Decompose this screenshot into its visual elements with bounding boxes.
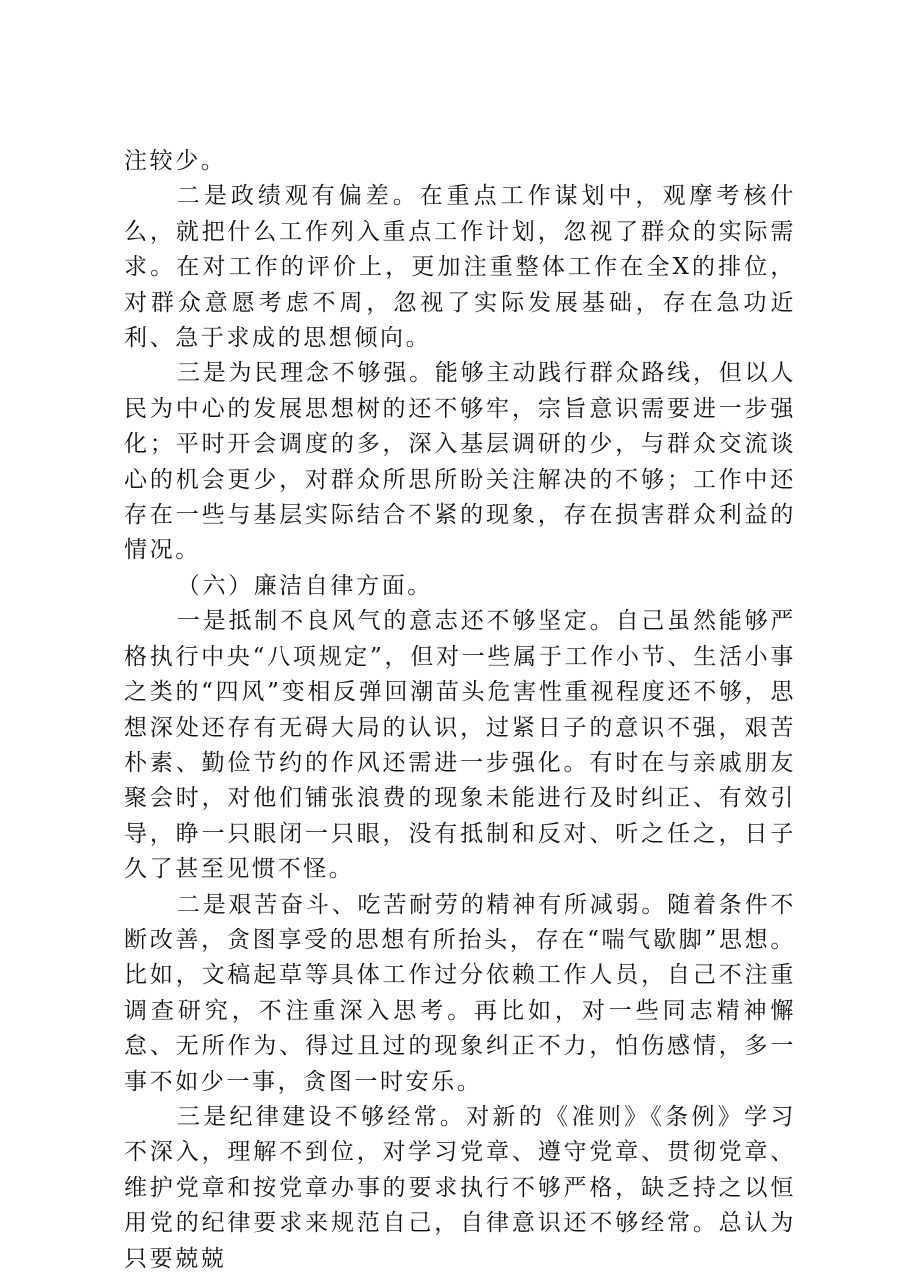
paragraph-discipline-building: 三是纪律建设不够经常。对新的《准则》《条例》学习不深入，理解不到位，对学习党章、遵守党章、贯彻党章、维护党章和按党章办事的要求执行不够严格，缺乏持之以恒用党的纪律要求来规范自己，自律意识还不够经常。总认为只要兢兢 [124, 1103, 796, 1272]
document-body [124, 144, 796, 1277]
paragraph-resist-bad-practices: 一是抵制不良风气的意志还不够坚定。自己虽然能够严格执行中央“八项规定”，但对一些属于工作小节、生活小事之类的“四风”变相反弹回潮苗头危害性重视程度还不够，思想深处还存有无碍大局的认识，过紧日子的意识不强，艰苦朴素、勤俭节约的作风还需进一步强化。有时在与亲戚朋友聚会时，对他们铺张浪费的现象未能进行及时纠正、有效引导，睁一只眼闭一只眼，没有抵制和反对、听之任之，日子久了甚至见惯不怪。 [124, 608, 796, 883]
section-heading-integrity: （六）廉洁自律方面。 [176, 572, 433, 599]
paragraph-continuation: 注较少。 [124, 148, 227, 174]
paragraph-hard-work-spirit: 二是艰苦奋斗、吃苦耐劳的精神有所减弱。随着条件不断改善，贪图享受的思想有所抬头，存在“喘气歇脚”思想。比如，文稿起草等具体工作过分依赖工作人员，自己不注重调查研究，不注重深入思考。再比如，对一些同志精神懈怠、无所作为、得过且过的现象纠正不力，怕伤感情，多一事不如少一事，贪图一时安乐。 [124, 891, 796, 1095]
paragraph-people-oriented: 三是为民理念不够强。能够主动践行群众路线，但以人民为中心的发展思想树的还不够牢，宗旨意识需要进一步强化；平时开会调度的多，深入基层调研的少，与群众交流谈心的机会更少，对群众所思所盼关注解决的不够；工作中还存在一些与基层实际结合不紧的现象，存在损害群众利益的情况。 [124, 360, 796, 564]
paragraph-political-performance: 二是政绩观有偏差。在重点工作谋划中，观摩考核什么，就把什么工作列入重点工作计划，忽视了群众的实际需求。在对工作的评价上，更加注重整体工作在全X的排位，对群众意愿考虑不周，忽视了实际发展基础，存在急功近利、急于求成的思想倾向。 [124, 183, 796, 352]
